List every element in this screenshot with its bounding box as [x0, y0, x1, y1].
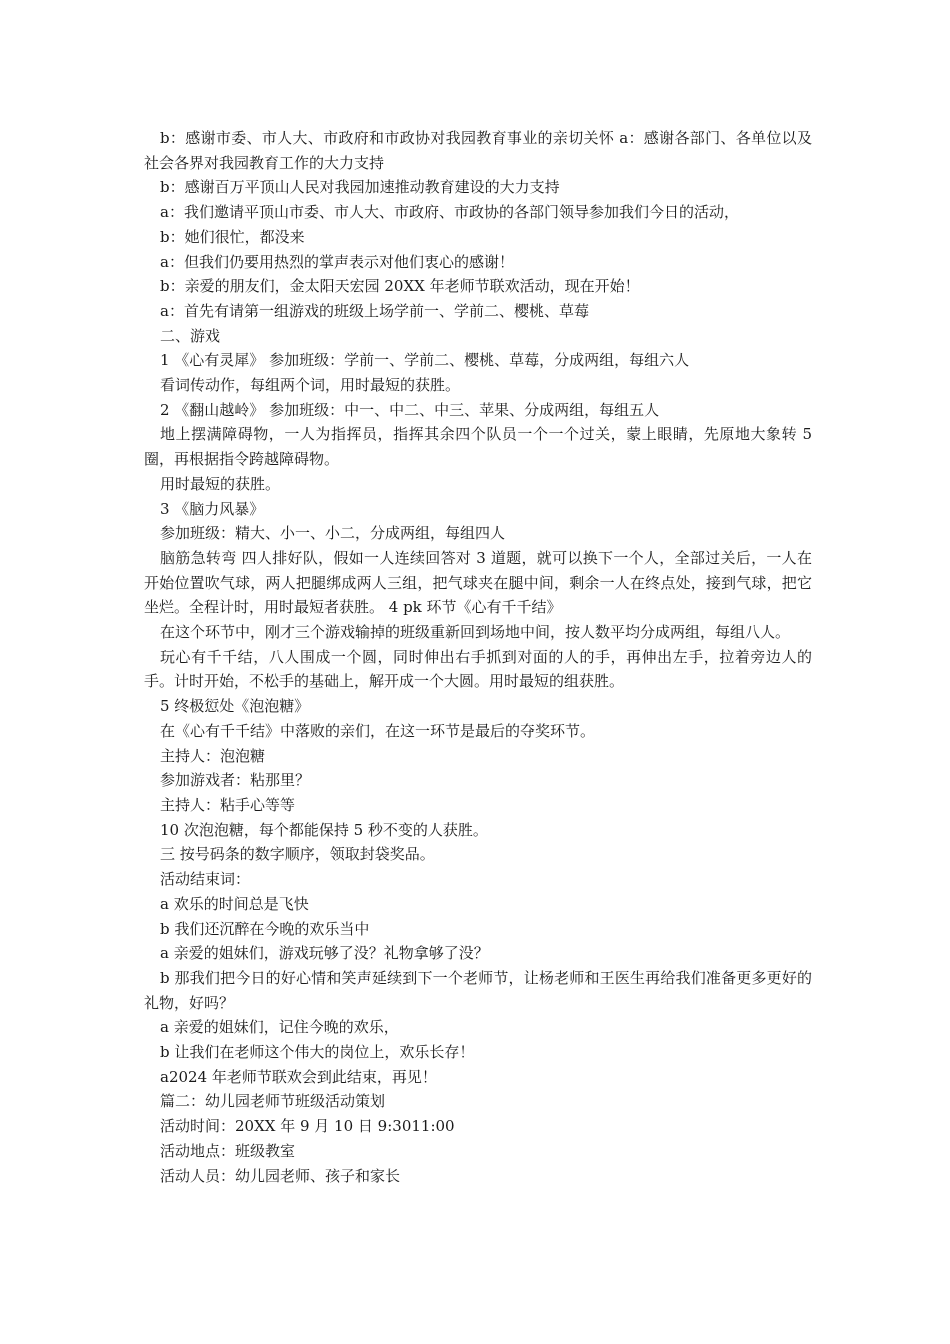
section-heading: 篇二：幼儿园老师节班级活动策划: [160, 1092, 386, 1111]
paragraph: a 欢乐的时间总是飞快: [160, 894, 309, 913]
paragraph: 脑筋急转弯 四人排好队，假如一人连续回答对 3 道题，就可以换下一个人，全部过关后，一人在开始位置吹气球，两人把腿绑成两人三组，把气球夹在腿中间，剩余一人在终点处，接到气球，把它坐烂。全程计时，用时最短者获胜。 4 pk 环节《心有千千结》: [144, 548, 812, 617]
paragraph: a2024 年老师节联欢会到此结束，再见！: [160, 1067, 437, 1086]
paragraph: 活动人员：幼儿园老师、孩子和家长: [160, 1166, 401, 1185]
document-body: [144, 126, 812, 1188]
paragraph: 用时最短的获胜。: [160, 474, 281, 493]
paragraph: b：感谢百万平顶山人民对我园加速推动教育建设的大力支持: [160, 178, 560, 197]
paragraph: a 亲爱的姐妹们，游戏玩够了没？礼物拿够了没？: [160, 944, 489, 963]
paragraph: 在这个环节中，刚才三个游戏输掉的班级重新回到场地中间，按人数平均分成两组，每组八人。: [160, 623, 791, 642]
paragraph: 10 次泡泡糖，每个都能保持 5 秒不变的人获胜。: [160, 820, 488, 839]
paragraph: 5 终极愆处《泡泡糖》: [160, 697, 310, 716]
paragraph: 参加班级：精大、小一、小二，分成两组，每组四人: [160, 524, 506, 543]
paragraph: b 那我们把今日的好心情和笑声延续到下一个老师节，让杨老师和王医生再给我们准备更多更好的礼物，好吗？: [144, 968, 812, 1012]
paragraph: a：但我们仍要用热烈的掌声表示对他们衷心的感谢！: [160, 252, 514, 271]
paragraph: b 让我们在老师这个伟大的岗位上，欢乐长存！: [160, 1043, 475, 1062]
paragraph: 1 《心有灵犀》 参加班级：学前一、学前二、樱桃、草莓，分成两组，每组六人: [160, 351, 690, 370]
paragraph: 地上摆满障碍物，一人为指挥员，指挥其余四个队员一个一个过关，蒙上眼睛，先原地大象转 5 圈，再根据指令跨越障碍物。: [144, 425, 812, 469]
paragraph: 主持人：泡泡糖: [160, 746, 266, 765]
paragraph: a：我们邀请平顶山市委、市人大、市政府、市政协的各部门领导参加我们今日的活动，: [160, 203, 739, 222]
paragraph: 参加游戏者：粘那里？: [160, 771, 311, 790]
paragraph: b 我们还沉醉在今晚的欢乐当中: [160, 919, 370, 938]
paragraph: b：亲爱的朋友们，金太阳天宏园 20XX 年老师节联欢活动，现在开始！: [160, 277, 640, 296]
paragraph: b：她们很忙，都没来: [160, 227, 305, 246]
paragraph: 2 《翻山越岭》 参加班级：中一、中二、中三、苹果、分成两组，每组五人: [160, 400, 660, 419]
paragraph: 活动结束词：: [160, 870, 251, 889]
paragraph: 活动地点：班级教室: [160, 1141, 296, 1160]
paragraph: a 亲爱的姐妹们，记住今晚的欢乐，: [160, 1018, 399, 1037]
section-heading: 三 按号码条的数字顺序，领取封袋奖品。: [160, 845, 435, 864]
paragraph: b：感谢市委、市人大、市政府和市政协对我园教育事业的亲切关怀 a：感谢各部门、各单位以及社会各界对我园教育工作的大力支持: [144, 129, 812, 172]
paragraph: 3 《脑力风暴》: [160, 499, 265, 518]
paragraph: 主持人：粘手心等等: [160, 795, 296, 814]
paragraph: 看词传动作，每组两个词，用时最短的获胜。: [160, 376, 461, 395]
paragraph: 在《心有千千结》中落败的亲们，在这一环节是最后的夺奖环节。: [160, 721, 596, 740]
paragraph: a：首先有请第一组游戏的班级上场学前一、学前二、樱桃、草莓: [160, 301, 589, 320]
paragraph: 玩心有千千结，八人围成一个圆，同时伸出右手抓到对面的人的手，再伸出左手，拉着旁边人的手。计时开始，不松手的基础上，解开成一个大圆。用时最短的组获胜。: [144, 647, 812, 691]
section-heading: 二、游戏: [160, 326, 221, 345]
paragraph: 活动时间：20XX 年 9 月 10 日 9:3011:00: [160, 1117, 455, 1136]
